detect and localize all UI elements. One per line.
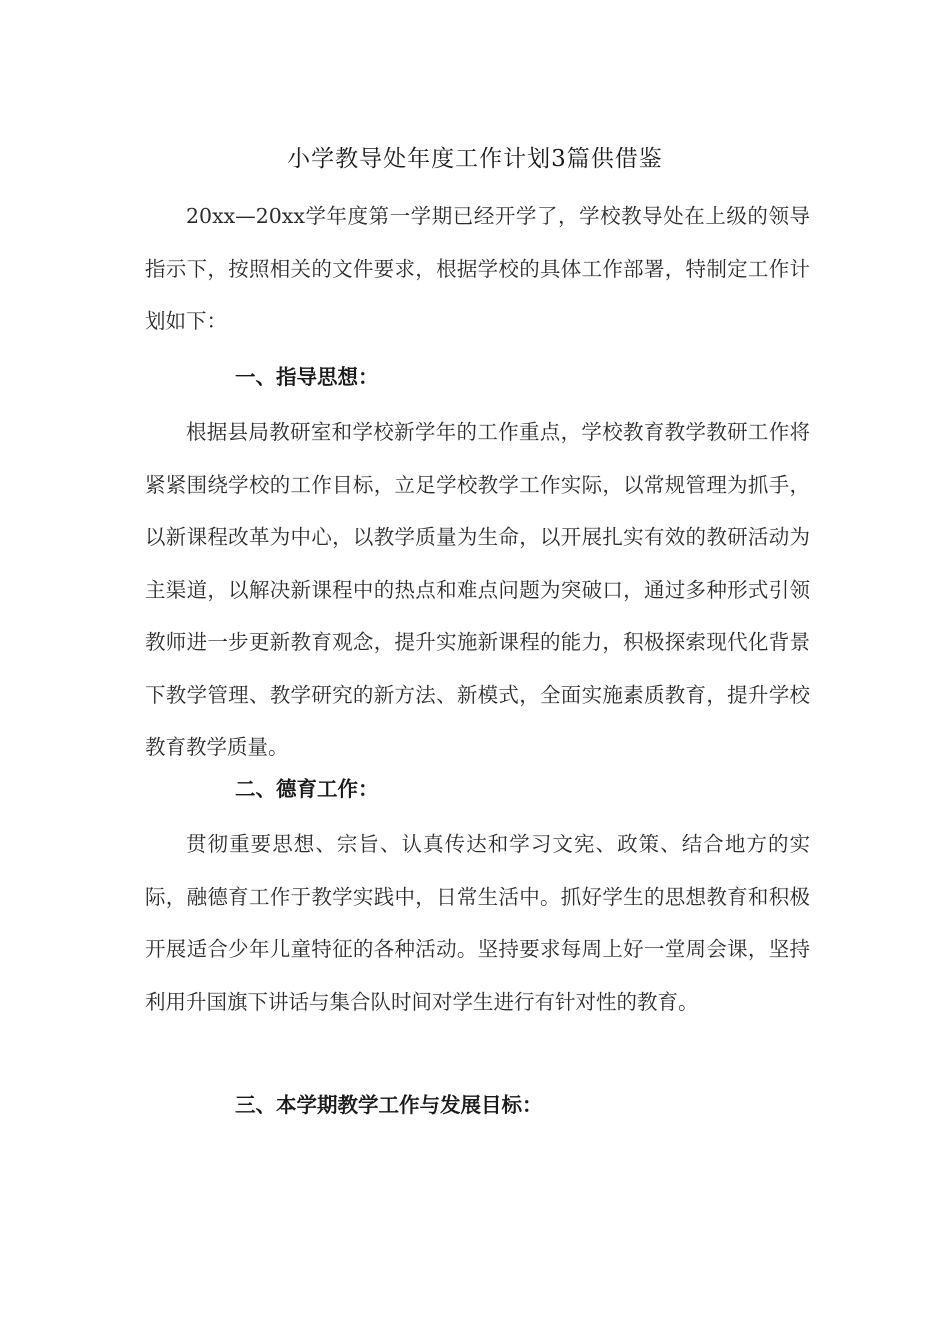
document-title: 小学教导处年度工作计划3篇供借鉴	[287, 146, 663, 172]
section-heading-teaching-goals: 三、本学期教学工作与发展目标：	[235, 1093, 543, 1117]
intro-paragraph: 20xx—20xx学年度第一学期已经开学了，学校教导处在上级的领导指示下，按照相关的文件要求，根据学校的具体工作部署，特制定工作计划如下：	[145, 204, 810, 333]
section-body-moral-education: 贯彻重要思想、宗旨、认真传达和学习文宪、政策、结合地方的实际，融德育工作于教学实践中，日常生活中。抓好学生的思想教育和积极开展适合少年儿童特征的各种活动。坚持要求每周上好一堂周会课，坚持利用升国旗下讲话与集合队时间对学生进行有针对性的教育。	[145, 832, 810, 1014]
section-heading-guiding-ideology: 一、指导思想：	[235, 365, 379, 389]
section-body-guiding-ideology: 根据县局教研室和学校新学年的工作重点，学校教育教学教研工作将紧紧围绕学校的工作目标，立足学校教学工作实际，以常规管理为抓手，以新课程改革为中心，以教学质量为生命，以开展扎实有效的教研活动为主渠道，以解决新课程中的热点和难点问题为突破口，通过多种形式引领教师进一步更新教育观念，提升实施新课程的能力，积极探索现代化背景下教学管理、教学研究的新方法、新模式，全面实施素质教育，提升学校教育教学质量。	[145, 420, 810, 759]
section-heading-moral-education: 二、德育工作：	[235, 777, 379, 801]
